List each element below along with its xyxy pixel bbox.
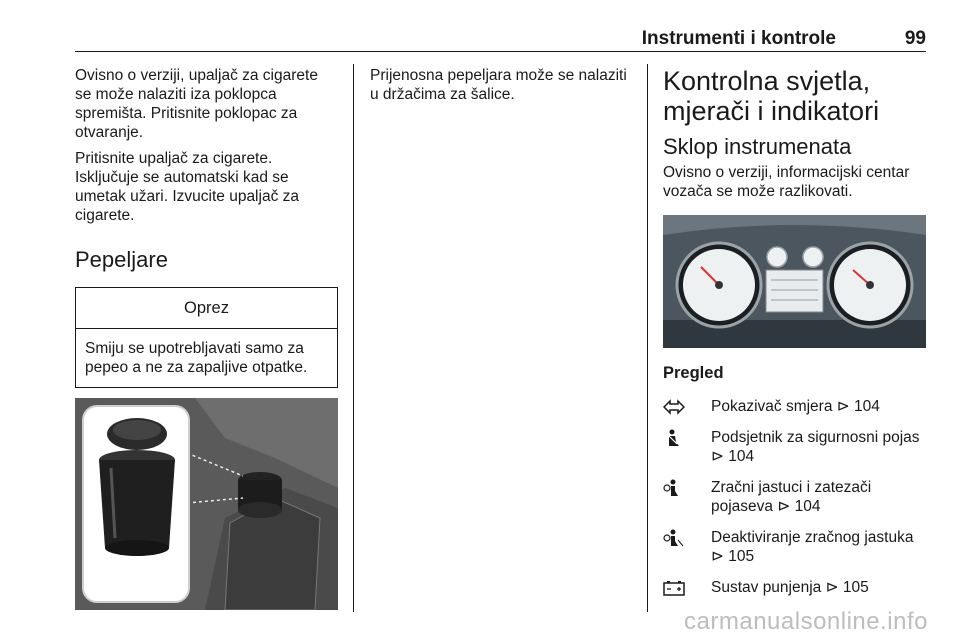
list-item: [663, 578, 926, 597]
list-item-text: Pokazivač smjera ⊳ 104: [711, 398, 880, 415]
list-item-text: Deaktiviranje zračnog jastuka ⊳ 105: [711, 529, 914, 565]
list-item-text: Podsjetnik za sigurnosni pojas ⊳ 104: [711, 429, 920, 465]
section-subtitle: Sklop instrumenata: [663, 134, 852, 159]
column-3: [663, 66, 926, 609]
list-item: [663, 528, 926, 566]
column-divider-2: [647, 64, 648, 612]
column-1: [75, 66, 338, 610]
paragraph-lighter-usage: Pritisnite upaljač za cigarete. Isključuje se automatski kad se umetak užari. Izvucite upaljač za cigarete.: [75, 150, 299, 224]
header-title: Instrumenti i kontrole: [641, 28, 836, 49]
list-item: [663, 397, 926, 416]
instrument-cluster-illustration: [663, 215, 926, 348]
airbag-icon: [663, 479, 685, 497]
paragraph-portable-ashtray: Prijenosna pepeljara može se nalaziti u držačima za šalice.: [370, 67, 627, 103]
airbag-deactivation-icon: [663, 529, 685, 547]
column-2: [370, 66, 632, 111]
watermark: carmanualsonline.info: [684, 608, 928, 635]
turn-signal-icon: [663, 398, 685, 416]
caution-text: Smiju se upotrebljavati samo za pepeo a ne za zapaljive otpatke.: [85, 340, 308, 376]
list-item: [663, 428, 926, 466]
overview-heading: Pregled: [663, 364, 724, 382]
paragraph-intro: Ovisno o verziji, informacijski centar vozača se može razlikovati.: [663, 164, 910, 200]
header-rule: [75, 51, 926, 52]
page-number: 99: [904, 28, 926, 49]
caution-title: Oprez: [76, 288, 337, 329]
page-header: [75, 26, 926, 52]
list-item: [663, 478, 926, 516]
seatbelt-icon: [663, 429, 685, 447]
list-item-text: Zračni jastuci i zatezači pojaseva ⊳ 104: [711, 479, 872, 515]
chapter-title: Kontrolna svjetla, mjerači i indikatori: [663, 66, 880, 126]
column-divider-1: [353, 64, 354, 612]
list-item-text: Sustav punjenja ⊳ 105: [711, 579, 869, 596]
section-heading-ashtrays: Pepeljare: [75, 247, 168, 272]
battery-icon: [663, 579, 685, 597]
paragraph-lighter-location: Ovisno o verziji, upaljač za cigarete se može nalaziti iza poklopca spremišta. Pritisnite poklopac za otvaranje.: [75, 67, 318, 141]
ashtray-illustration: [75, 398, 338, 610]
caution-box: [75, 287, 338, 388]
